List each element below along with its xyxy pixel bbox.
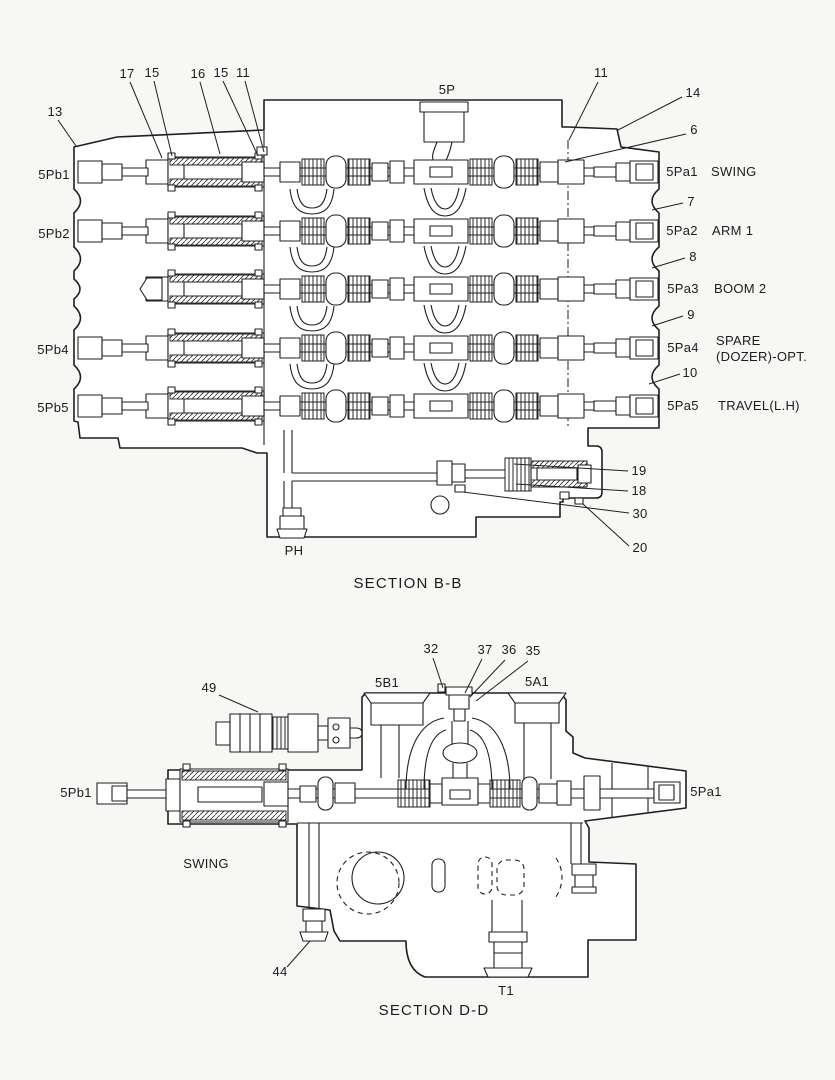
port-label-5a1: 5A1	[524, 674, 550, 689]
port-label-t1: T1	[498, 983, 514, 998]
port-label-ph: PH	[284, 543, 304, 558]
port-label-5pb2: 5Pb2	[38, 226, 70, 241]
port-label-5pb5: 5Pb5	[37, 400, 69, 415]
callout-8: 8	[689, 249, 697, 264]
section-dd-body	[97, 658, 686, 977]
port-label-5pb4: 5Pb4	[37, 342, 69, 357]
callout-49: 49	[201, 680, 217, 695]
function-label-dozer-opt: (DOZER)-OPT.	[716, 349, 807, 364]
callout-9: 9	[687, 307, 695, 322]
function-label-travel-lh: TRAVEL(L.H)	[718, 398, 800, 413]
function-label-dd-swing: SWING	[183, 856, 229, 871]
port-label-5pa4: 5Pa4	[667, 340, 699, 355]
section-bb-body	[58, 81, 686, 546]
function-label-boom2: BOOM 2	[714, 281, 767, 296]
callout-32: 32	[423, 641, 439, 656]
callout-10: 10	[682, 365, 698, 380]
port-label-5p: 5P	[438, 82, 456, 97]
port-label-5pa3: 5Pa3	[667, 281, 699, 296]
function-label-spare: SPARE	[716, 333, 761, 348]
port-label-5pb1: 5Pb1	[38, 167, 70, 182]
port-label-dd-5pa1: 5Pa1	[690, 784, 722, 799]
callout-7: 7	[687, 194, 695, 209]
callout-18: 18	[631, 483, 647, 498]
callout-11-b: 11	[593, 65, 609, 80]
section-dd-caption: SECTION D-D	[378, 1002, 490, 1019]
callout-44: 44	[272, 964, 288, 979]
callout-15-a: 15	[144, 65, 160, 80]
callout-37: 37	[477, 642, 493, 657]
port-label-dd-5pb1: 5Pb1	[60, 785, 92, 800]
callout-17: 17	[119, 66, 135, 81]
callout-20: 20	[632, 540, 648, 555]
callout-19: 19	[631, 463, 647, 478]
callout-30: 30	[632, 506, 648, 521]
port-label-5pa1: 5Pa1	[666, 164, 698, 179]
callout-16: 16	[190, 66, 206, 81]
relief-valve-49	[216, 714, 362, 752]
callout-36: 36	[501, 642, 517, 657]
callout-14: 14	[685, 85, 701, 100]
port-label-5b1: 5B1	[374, 675, 400, 690]
port-label-5pa5: 5Pa5	[667, 398, 699, 413]
callout-13: 13	[47, 104, 63, 119]
callout-15-b: 15	[213, 65, 229, 80]
callout-6: 6	[690, 122, 698, 137]
port-label-5pa2: 5Pa2	[666, 223, 698, 238]
section-bb-caption: SECTION B-B	[353, 575, 463, 592]
function-label-arm1: ARM 1	[712, 223, 754, 238]
callout-11-a: 11	[235, 65, 251, 80]
function-label-swing: SWING	[711, 164, 757, 179]
callout-35: 35	[525, 643, 541, 658]
